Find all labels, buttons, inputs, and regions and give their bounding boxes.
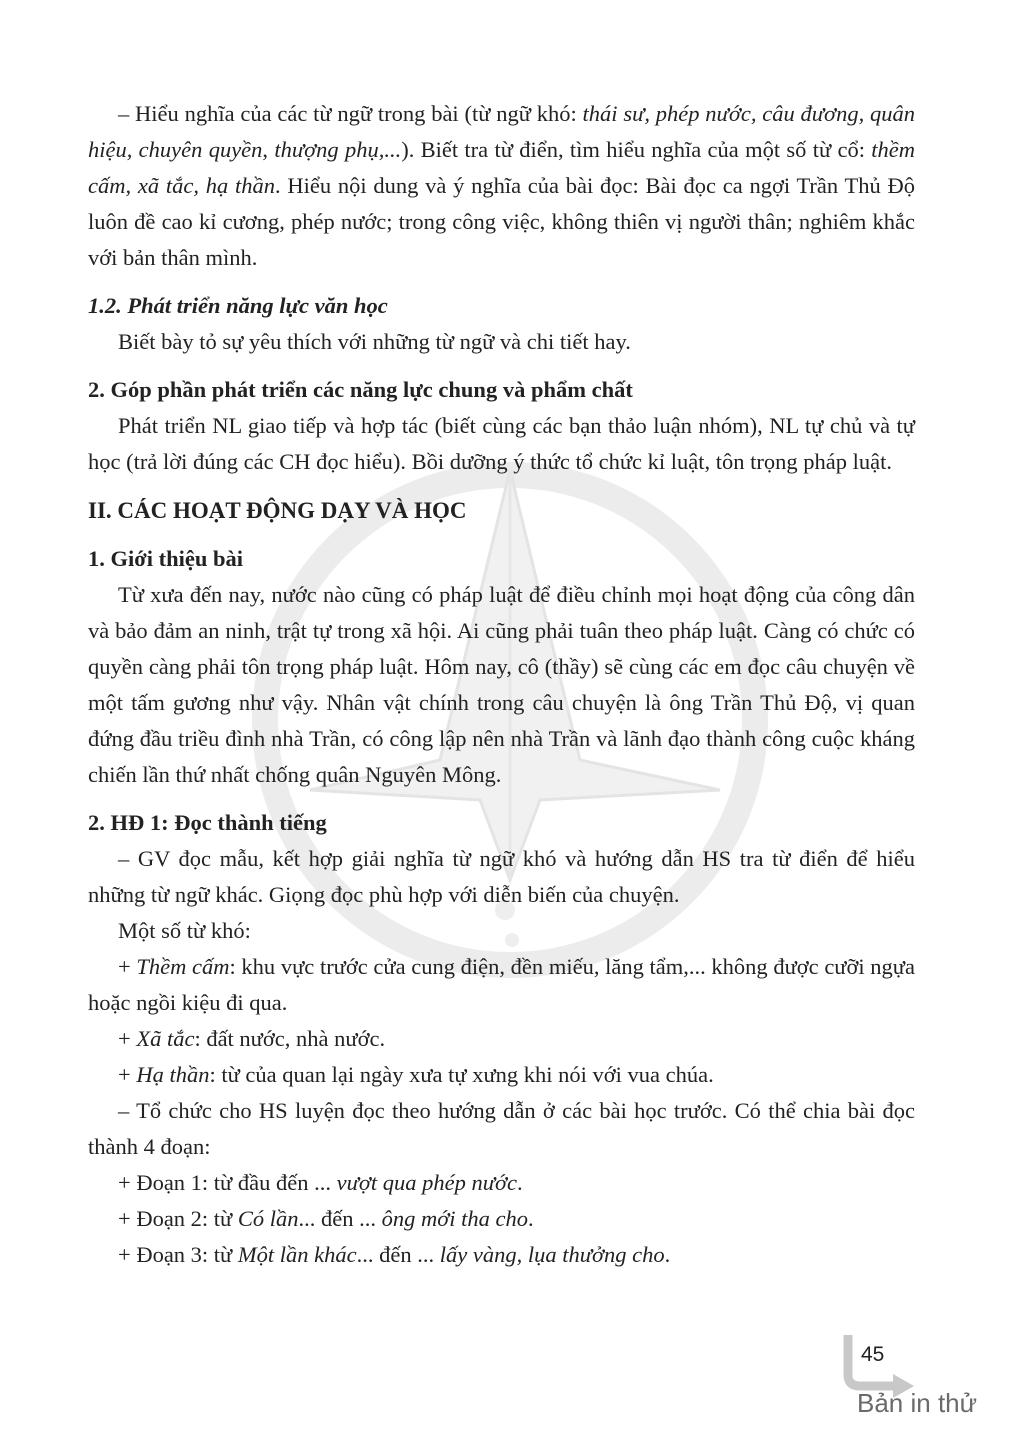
italic-term: ông mới tha cho xyxy=(381,1206,529,1231)
text-run: + Đoạn 3: từ xyxy=(118,1242,238,1267)
text-run: . Hiểu nội dung và ý nghĩa của bài đọc: Bài đọc ca ngợi Trần Thủ Độ luôn đề cao kỉ cương, phép nước; trong công việc, không thiên vị người thân; nghiêm khắc với bản thân mình. xyxy=(88,173,915,270)
paragraph xyxy=(88,1093,915,1165)
text-run: Một số từ khó: xyxy=(118,918,251,943)
text-run: – Tổ chức cho HS luyện đọc theo hướng dẫn ở các bài học trước. Có thể chia bài đọc thành 4 đoạn: xyxy=(88,1098,915,1159)
italic-term: thượng phụ,... xyxy=(274,137,402,162)
text-run: . xyxy=(664,1242,671,1267)
text-run: + xyxy=(118,954,137,979)
text-run: ). Biết tra từ điển, tìm hiểu nghĩa của một số từ cổ: xyxy=(401,137,872,162)
section-heading xyxy=(88,288,915,324)
paragraph xyxy=(88,1237,915,1273)
section-heading xyxy=(88,805,915,841)
italic-term: thềm cấm, xã tắc, hạ thần xyxy=(88,137,916,198)
italic-term: lấy vàng, lụa thưởng cho xyxy=(439,1242,665,1267)
paragraph xyxy=(88,1201,915,1237)
text-run: Phát triển NL giao tiếp và hợp tác (biết cùng các bạn thảo luận nhóm), NL tự chủ và tự học (trả lời đúng các CH đọc hiểu). Bồi dưỡng ý thức tổ chức kỉ luật, tôn trọng pháp luật. xyxy=(88,413,915,474)
text-run: – GV đọc mẫu, kết hợp giải nghĩa từ ngữ khó và hướng dẫn HS tra từ điển để hiểu những từ ngữ khác. Giọng đọc phù hợp với diễn biến của chuyện. xyxy=(88,846,915,907)
section-heading xyxy=(88,541,915,577)
text-run: + Đoạn 2: từ xyxy=(118,1206,238,1231)
italic-term: Hạ thần xyxy=(136,1062,210,1087)
paragraph xyxy=(88,1057,915,1093)
text-run: 1. Giới thiệu bài xyxy=(88,546,243,571)
text-run: + Đoạn 1: từ đầu đến ... xyxy=(118,1170,337,1195)
paragraph xyxy=(88,324,915,360)
text-run: ... đến ... xyxy=(356,1242,440,1267)
text-run: . xyxy=(528,1206,534,1231)
section-heading xyxy=(88,493,915,529)
text-run: : đất nước, nhà nước. xyxy=(194,1026,386,1051)
text-run: 2. HĐ 1: Đọc thành tiếng xyxy=(88,810,327,835)
italic-term: vượt qua phép nước xyxy=(336,1170,518,1195)
italic-term: Thềm cấm xyxy=(136,954,230,979)
section-heading xyxy=(88,372,915,408)
text-run: Từ xưa đến nay, nước nào cũng có pháp luật để điều chỉnh mọi hoạt động của công dân và bảo đảm an ninh, trật tự trong xã hội. Ai cũng phải tuân theo pháp luật. Càng có chức có quyền càng phải tôn trọng pháp luật. Hôm nay, cô (thầy) sẽ cùng các em đọc câu chuyện về một tấm gương như vậy. Nhân vật chính trong câu chuyện là ông Trần Thủ Độ, vị quan đứng đầu triều đình nhà Trần, có công lập nên nhà Trần và lãnh đạo thành công cuộc kháng chiến lần thứ nhất chống quân Nguyên Mông. xyxy=(88,582,915,787)
paragraph xyxy=(88,841,915,913)
paragraph xyxy=(88,913,915,949)
text-run: + xyxy=(118,1062,137,1087)
paragraph xyxy=(88,577,915,793)
paragraph xyxy=(88,1021,915,1057)
text-run: Biết bày tỏ sự yêu thích với những từ ngữ và chi tiết hay. xyxy=(118,329,631,354)
italic-term: thái sư, phép nước, câu đương, quân hiệu, chuyên quyền xyxy=(88,101,915,162)
draft-label: Bản in thử xyxy=(857,1388,978,1418)
text-run: + xyxy=(118,1026,137,1051)
text-run: 1.2. Phát triển năng lực văn học xyxy=(88,293,388,318)
text-run: ... đến ... xyxy=(298,1206,382,1231)
text-run: : khu vực trước cửa cung điện, đền miếu, lăng tẩm,... không được cưỡi ngựa hoặc ngồi kiệu đi qua. xyxy=(88,954,915,1015)
text-run: . xyxy=(517,1170,523,1195)
paragraph xyxy=(88,96,915,276)
italic-term: Xã tắc xyxy=(136,1026,195,1051)
paragraph xyxy=(88,949,915,1021)
text-run: 2. Góp phần phát triển các năng lực chung và phẩm chất xyxy=(88,377,633,402)
text-run: II. CÁC HOẠT ĐỘNG DẠY VÀ HỌC xyxy=(88,498,467,523)
paragraph xyxy=(88,1165,915,1201)
paragraph xyxy=(88,408,915,480)
italic-term: Một lần khác xyxy=(237,1242,357,1267)
text-run: : từ của quan lại ngày xưa tự xưng khi nói với vua chúa. xyxy=(209,1062,714,1087)
italic-term: Có lần xyxy=(237,1206,299,1231)
text-run: , xyxy=(262,137,275,162)
text-run: – Hiểu nghĩa của các từ ngữ trong bài (từ ngữ khó: xyxy=(118,101,583,126)
page-number: 45 xyxy=(861,1343,885,1366)
document-body xyxy=(88,96,915,1273)
